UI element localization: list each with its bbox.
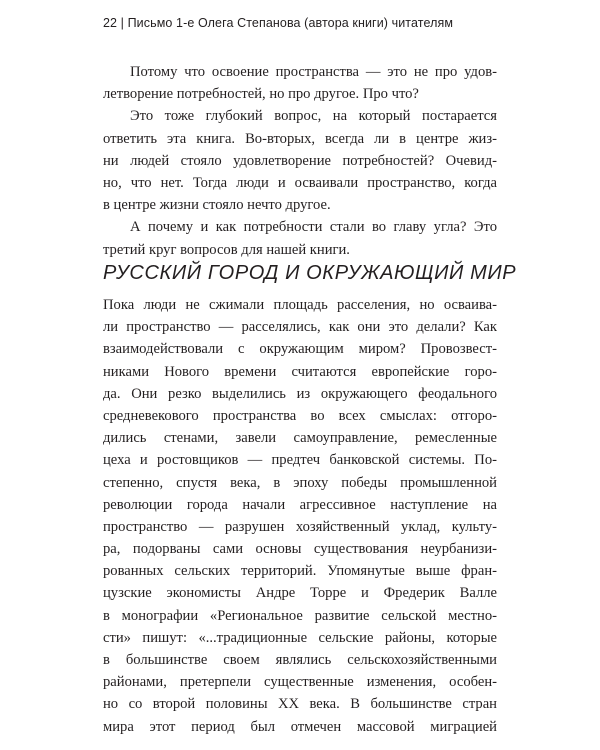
text-line: районами, претерпели существенные изменения, особен- xyxy=(103,674,497,691)
text-line: ра, подорваны сами основы существования неурбанизи- xyxy=(103,541,497,558)
text-line: цузские экономисты Андре Торре и Фредерик Валле xyxy=(103,585,497,602)
text-line: Потому что освоение пространства — это не про удов- xyxy=(130,64,497,80)
intro-text xyxy=(103,61,497,261)
text-line: А почему и как потребности стали во главу угла? Это xyxy=(130,219,497,236)
text-line: в монографии «Региональное развитие сельской местно- xyxy=(103,607,497,624)
text-line: цеха и ростовщиков — предтеч банковской системы. По- xyxy=(103,452,497,469)
text-line: ли пространство — расселялись, как они это делали? Как xyxy=(103,319,497,336)
text-line: Это тоже глубокий вопрос, на который постарается xyxy=(130,108,497,125)
text-line: рованных сельских территорий. Упомянутые выше фран- xyxy=(103,563,497,580)
text-line: мира этот период был отмечен массовой миграцией xyxy=(103,718,497,735)
text-line: средневекового пространства во всех смыслах: отгоро- xyxy=(103,407,497,424)
text-line: революции города начали агрессивное наступление на xyxy=(103,496,497,513)
text-line: степенно, спустя века, в эпоху победы промышленной xyxy=(103,474,497,491)
text-line: Пока люди не сжимали площадь расселения, но осваива- xyxy=(103,297,497,313)
section-text xyxy=(103,294,497,738)
text-line: ни людей стояло удовлетворение потребностей? Очевид- xyxy=(103,152,497,169)
text-line: но, что нет. Тогда люди и осваивали пространство, когда xyxy=(103,174,497,191)
text-line: третий круг вопросов для нашей книги. xyxy=(103,241,350,258)
text-line: да. Они резко выделились из окружающего феодального xyxy=(103,385,497,402)
text-line: никами Нового времени считаются европейские горо- xyxy=(103,363,497,380)
text-line: но со второй половины XX века. В большинстве стран xyxy=(103,696,497,713)
running-header: 22 | Письмо 1-е Олега Степанова (автора книги) читателям xyxy=(103,16,454,30)
text-line: пространство — разрушен хозяйственный уклад, культу- xyxy=(103,518,497,535)
text-line: сти» пишут: «...традиционные сельские районы, которые xyxy=(103,629,497,646)
text-line: ответить эта книга. Во-вторых, всегда ли в центре жиз- xyxy=(103,130,497,147)
text-line: дились стенами, завели самоуправление, ремесленные xyxy=(103,430,497,447)
text-line: в центре жизни стояло нечто другое. xyxy=(103,197,331,214)
text-line: взаимодействовали с окружающим миром? Провозвест- xyxy=(103,341,497,358)
section-heading: РУССКИЙ ГОРОД И ОКРУЖАЮЩИЙ МИР xyxy=(103,262,517,284)
text-line: летворение потребностей, но про другое. Про что? xyxy=(103,86,419,103)
text-line: в большинстве своем являлись сельскохозяйственными xyxy=(103,652,497,668)
